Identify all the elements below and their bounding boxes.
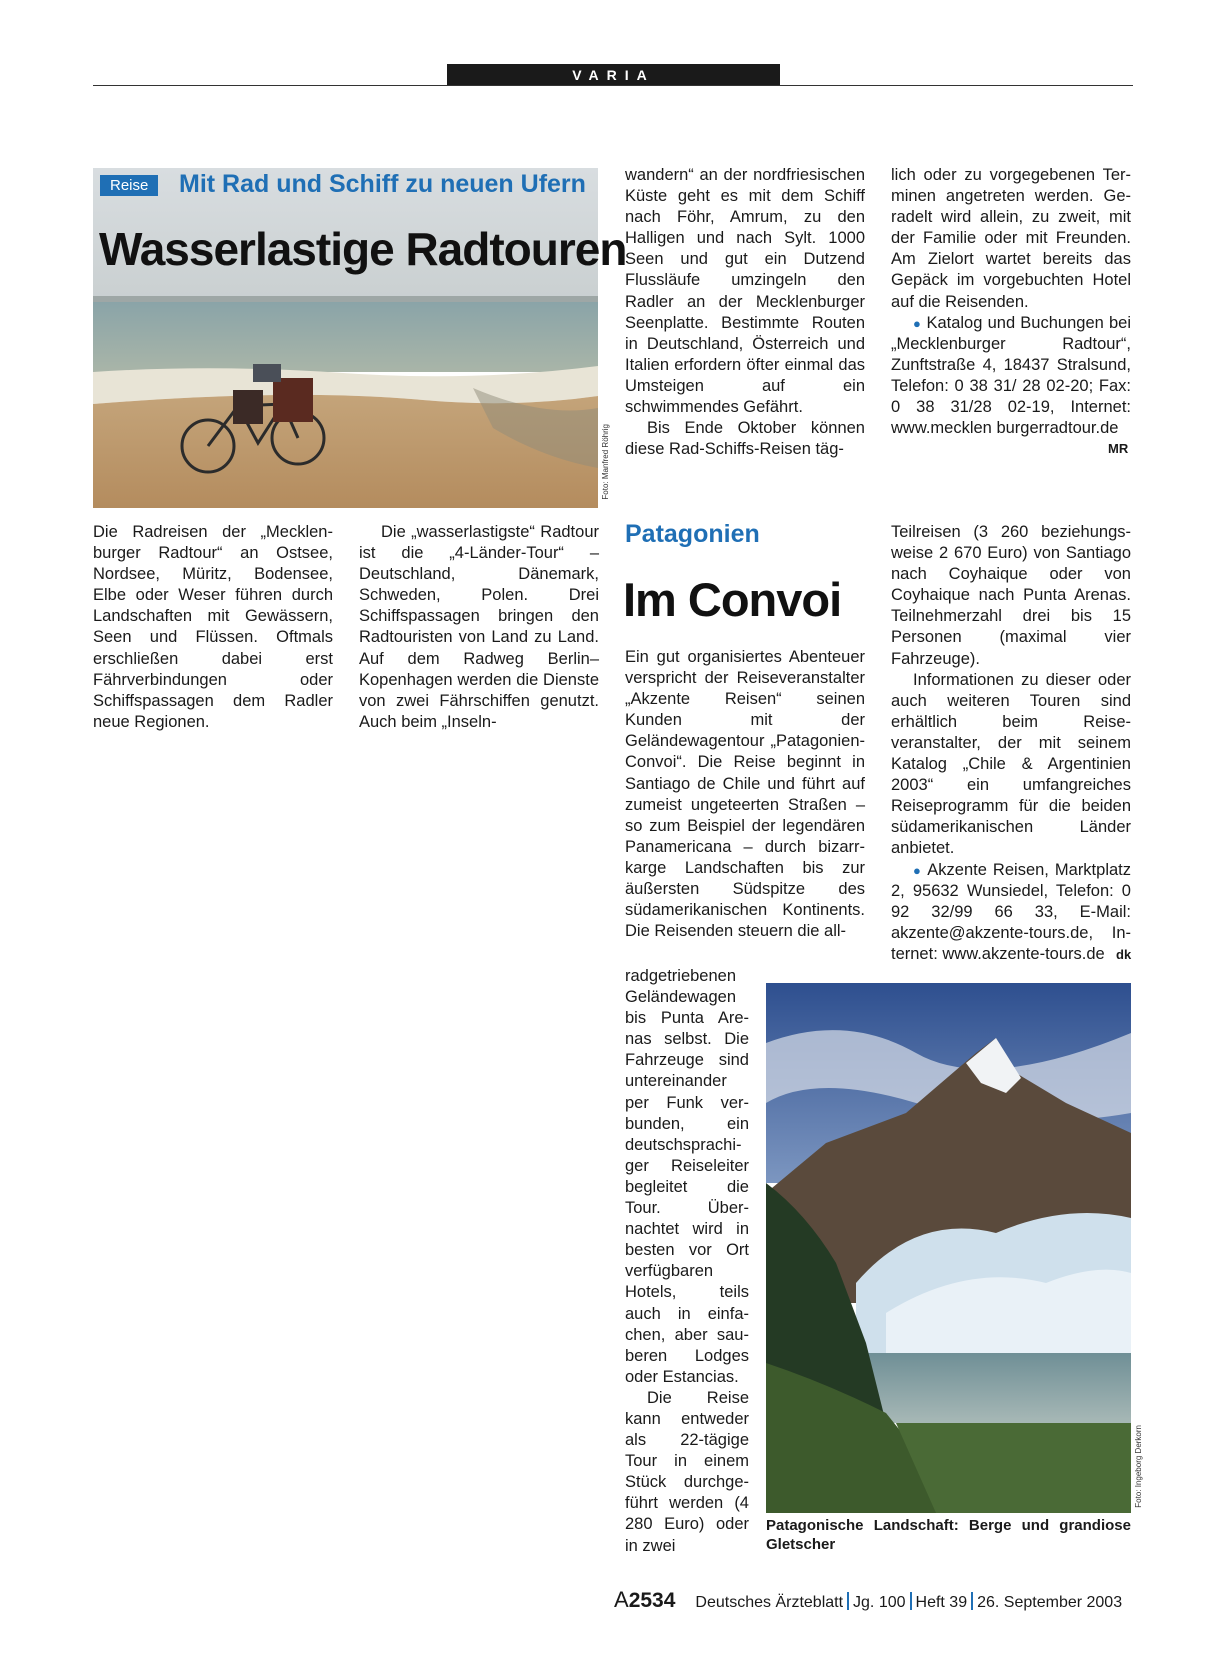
page-footer	[614, 1587, 1122, 1613]
article2-paragraph: Die Reise kann entweder als 22-tägige Tour in einem Stück durchgeführt werden (4 280 Euro) oder in zwei	[625, 1388, 749, 1555]
article2-paragraph: Informationen zu dieser oder auch weiteren Touren sind erhältlich beim Reiseveranstalter, der mit seinem Katalog „Chile & Argentinien 2003“ ein umfangreiches Reiseprogramm für die beiden südamerikanischen Länder anbietet.	[891, 670, 1131, 858]
bicycle-beach-illustration	[93, 168, 598, 508]
separator	[971, 1592, 973, 1610]
journal-name: Deutsches Ärzteblatt	[695, 1594, 844, 1611]
article2-author: dk	[1116, 947, 1132, 962]
photo-credit: Foto: Ingeborg Derkorn	[1134, 1425, 1143, 1508]
article1-column-4	[891, 165, 1131, 439]
article1-paragraph: Die Radreisen der „Mecklenburger Radtour“ an Ostsee, Nordsee, Müritz, Bodensee, Elbe oder Weser führen durch Landschaften mit Gewässern, Seen und Flüssen. Oftmals erschließen dabei erst Fährverbindungen oder Schiffspassagen dem Radler neue Regionen.	[93, 523, 333, 731]
article2-column-3-narrow	[625, 966, 749, 1557]
article1-headline: Wasserlastige Radtouren	[99, 223, 627, 275]
article2-paragraph: radgetriebenen Geländewagen bis Punta Arenas selbst. Die Fahrzeuge sind untereinander per Funk verbunden, ein deutschsprachiger Reiseleiter begleitet die Tour. Übernachtet wird in besten vor Ort verfügbaren Hotels, teils auch in einfachen, aber sauberen Lodges oder Estancias.	[625, 967, 749, 1386]
article1-paragraph: Bis Ende Oktober können diese Rad-Schiffs-Reisen täg-	[625, 419, 865, 459]
patagonia-glacier-photo	[766, 983, 1131, 1513]
article1-paragraph: lich oder zu vorgegebenen Terminen angetreten werden. Geradelt wird allein, zu zweit, mit der Familie oder mit Freunden. Am Zielort wartet bereits das Gepäck im vorgebuchten Hotel auf die Reisenden.	[891, 166, 1131, 311]
article2-kicker: Patagonien	[625, 520, 760, 548]
mountain-glacier-illustration	[766, 983, 1131, 1513]
page-prefix: A	[614, 1587, 629, 1612]
page-number: 2534	[628, 1589, 676, 1612]
article2-paragraph: Ein gut organisiertes Abenteuer verspricht der Reiseveranstalter „Akzente Reisen“ seinen Kunden mit der Geländewagentour „Patagonien-Convoi“. Die Reise beginnt in Santiago de Chile und führt auf zumeist ungeteerten Straßen – so zum Beispiel der legendären Panamericana – durch bizarr-karge Landschaften bis zur äußersten Südspitze des südamerikanischen Kontinents. Die Reisenden steuern die all-	[625, 648, 865, 941]
article1-column-2	[359, 522, 599, 733]
reise-tag: Reise	[100, 175, 158, 196]
photo-caption: Patagonische Landschaft: Berge und grandiose Gletscher	[766, 1517, 1131, 1553]
separator	[847, 1592, 849, 1610]
issue: Heft 39	[915, 1594, 968, 1611]
article1-column-3	[625, 165, 865, 460]
article2-contact: ● Akzente Reisen, Marktplatz 2, 95632 Wunsiedel, Telefon: 0 92 32/99 66 33, E-Mail: akzente@akzente-tours.de, Internet: www.akzente-tours.de	[891, 860, 1131, 965]
header-rule	[93, 85, 1133, 86]
article1-paragraph: wandern“ an der nordfriesischen Küste geht es mit dem Schiff nach Föhr, Amrum, zu den Halligen und nach Sylt. 1000 Seen und gut ein Dutzend Flussläufe umzingeln den Radler an der Mecklenburger Seenplatte. Bestimmte Routen in Deutschland, Österreich und Italien erfordern öfter einmal das Umsteigen auf ein schwimmendes Gefährt.	[625, 166, 865, 417]
section-label: VARIA	[447, 64, 780, 86]
article1-paragraph: Die „wasserlastigste“ Radtour ist die „4-Länder-Tour“ – Deutschland, Dänemark, Schweden, Polen. Drei Schiffspassagen bringen den Radtouristen von Land zu Land. Auf dem Radweg Berlin–Kopenhagen werden die Dienste von zwei Fährschiffen genutzt. Auch beim „Inseln-	[359, 523, 599, 731]
article2-headline: Im Convoi	[623, 573, 842, 626]
photo-credit: Foto: Manfred Röhrig	[601, 424, 610, 500]
separator	[910, 1592, 912, 1610]
article1-author: MR	[1108, 441, 1129, 456]
bicycle-beach-photo	[93, 168, 598, 508]
article1-column-1	[93, 522, 333, 733]
article2-column-4	[891, 522, 1131, 965]
article2-paragraph: Teilreisen (3 260 beziehungsweise 2 670 Euro) von Santiago nach Coyhaique oder von Coyhaique nach Punta Arenas. Teilnehmerzahl drei bis 15 Personen (maximal vier Fahrzeuge).	[891, 523, 1131, 668]
issue-date: 26. September 2003	[977, 1594, 1123, 1611]
article2-column-3	[625, 647, 865, 942]
volume: Jg. 100	[853, 1594, 906, 1611]
article1-kicker: Mit Rad und Schiff zu neuen Ufern	[179, 170, 586, 198]
article1-contact: ● Katalog und Buchungen bei „Mecklenburger Radtour“, Zunftstraße 4, 18437 Stralsund, Telefon: 0 38 31/ 28 02-20; Fax: 0 38 31/28 02-19, Internet: www.mecklen burgerradtour.de	[891, 313, 1131, 440]
